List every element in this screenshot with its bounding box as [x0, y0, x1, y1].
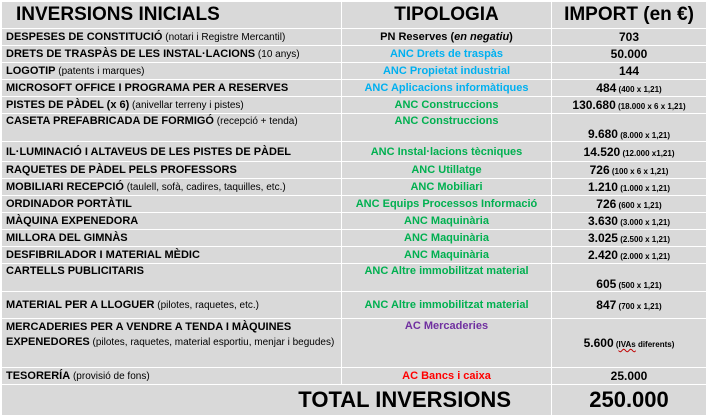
amount-cell — [552, 179, 707, 196]
amount-value: 14.520 — [583, 144, 621, 159]
amount-cell — [552, 142, 707, 162]
amount-value: 605 — [596, 277, 617, 291]
type-cell: ANC Drets de traspàs — [342, 46, 552, 63]
concept-label: MILLORA DEL GIMNÀS — [6, 232, 128, 244]
amount-cell — [552, 264, 707, 292]
concept-label: LOGOTIP — [6, 65, 56, 77]
amount-cell — [552, 292, 707, 319]
concept-cell — [2, 46, 342, 63]
concept-cell — [2, 80, 342, 97]
amount-cell — [552, 63, 707, 80]
type-cell: ANC Altre immobilitzat material — [342, 292, 552, 319]
table-row — [2, 162, 707, 179]
concept-label: DESPESES DE CONSTITUCIÓ — [6, 31, 163, 43]
amount-calc: (2.500 x 1,21) — [617, 235, 671, 244]
amount-value: 3.025 — [587, 231, 618, 245]
concept-label: IL·LUMINACIÓ I ALTAVEUS DE LES PISTES DE PÀDEL — [6, 145, 291, 158]
amount-calc: (12.000 x1,21) — [620, 148, 675, 158]
table-row — [2, 230, 707, 247]
type-cell: ANC Aplicacions informàtiques — [342, 80, 552, 97]
concept-note: (patents i marques) — [55, 66, 145, 77]
header-row — [2, 2, 707, 29]
amount-value: 144 — [618, 64, 640, 78]
table-row — [2, 97, 707, 114]
type-cell: ANC Equips Processos Informació — [342, 196, 552, 213]
amount-cell — [552, 213, 707, 230]
table-row — [2, 179, 707, 196]
amount-value: 726 — [596, 197, 617, 211]
amount-cell — [552, 196, 707, 213]
concept-cell — [2, 247, 342, 264]
header-concept: INVERSIONS INICIALS — [2, 2, 342, 29]
amount-value: 50.000 — [610, 47, 648, 61]
amount-calc: (18.000 x 6 x 1,21) — [615, 102, 686, 111]
type-suffix: ) — [509, 31, 513, 43]
type-cell: ANC Construccions — [342, 114, 552, 142]
investments-table — [1, 1, 707, 416]
table-row — [2, 292, 707, 319]
amount-value: 2.420 — [587, 248, 618, 262]
amount-value: 1.210 — [587, 180, 618, 194]
concept-cell — [2, 142, 342, 162]
type-cell: ANC Maquinària — [342, 213, 552, 230]
type-cell — [342, 29, 552, 46]
type-emphasis: en negatiu — [454, 31, 510, 43]
concept-note: (10 anys) — [255, 49, 300, 60]
concept-cell — [2, 97, 342, 114]
amount-cell — [552, 29, 707, 46]
concept-label: MATERIAL PER A LLOGUER — [6, 299, 155, 311]
amount-calc: (8.000 x 1,21) — [617, 131, 671, 140]
type-cell: AC Bancs i caixa — [342, 368, 552, 385]
amount-calc-wavy: IVAs — [618, 340, 636, 349]
amount-value: 130.680 — [572, 98, 616, 112]
concept-note: (pilotes, raquetes, material esportiu, menjar i begudes) — [89, 337, 335, 348]
concept-label: MICROSOFT OFFICE I PROGRAMA PER A RESERVES — [6, 82, 289, 94]
table-row — [2, 46, 707, 63]
amount-calc: (100 x 6 x 1,21) — [609, 167, 669, 176]
amount-cell — [552, 230, 707, 247]
concept-note: (recepció + tenda) — [214, 116, 298, 127]
amount-value: 9.680 — [587, 127, 618, 141]
amount-calc: (600 x 1,21) — [616, 201, 662, 210]
concept-cell — [2, 179, 342, 196]
concept-cell — [2, 29, 342, 46]
amount-cell — [552, 319, 707, 368]
concept-label: RAQUETES DE PÀDEL PELS PROFESSORS — [6, 164, 237, 176]
concept-label: PISTES DE PÀDEL (x 6) — [6, 99, 130, 111]
type-cell: ANC Instal·lacions tècniques — [342, 142, 552, 162]
total-row — [2, 385, 707, 416]
header-amount: IMPORT (en €) — [552, 2, 707, 29]
amount-value: 847 — [596, 298, 617, 312]
concept-cell — [2, 230, 342, 247]
concept-label: MOBILIARI RECEPCIÓ — [6, 181, 124, 193]
header-type: TIPOLOGIA — [342, 2, 552, 29]
table-row — [2, 63, 707, 80]
table-row — [2, 114, 707, 142]
type-cell: ANC Propietat industrial — [342, 63, 552, 80]
amount-calc: (500 x 1,21) — [616, 281, 662, 290]
concept-cell — [2, 63, 342, 80]
amount-cell — [552, 80, 707, 97]
amount-calc-close: diferents) — [635, 340, 675, 349]
amount-cell — [552, 46, 707, 63]
type-cell: ANC Utillatge — [342, 162, 552, 179]
concept-cell — [2, 114, 342, 142]
table-row — [2, 247, 707, 264]
concept-cell — [2, 213, 342, 230]
amount-calc: (1.000 x 1,21) — [617, 184, 671, 193]
concept-note: (taulell, sofà, cadires, taquilles, etc.) — [123, 182, 286, 193]
amount-calc-open: ( — [613, 340, 619, 349]
table-row — [2, 29, 707, 46]
amount-cell — [552, 162, 707, 179]
type-cell: ANC Altre immobilitzat material — [342, 264, 552, 292]
concept-label: CARTELLS PUBLICITARIS — [6, 265, 144, 277]
concept-note: (anivellar terreny i pistes) — [129, 100, 244, 111]
concept-label: TESORERÍA — [6, 370, 71, 382]
total-label: TOTAL INVERSIONS — [2, 385, 552, 416]
amount-calc: (3.000 x 1,21) — [617, 218, 671, 227]
type-cell: ANC Construccions — [342, 97, 552, 114]
amount-calc: (2.000 x 1,21) — [617, 252, 671, 261]
concept-cell — [2, 196, 342, 213]
amount-value: 5.600 — [583, 336, 614, 350]
concept-label: MÀQUINA EXPENEDORA — [6, 215, 139, 227]
table-row — [2, 319, 707, 368]
concept-label: DESFIBRILADOR I MATERIAL MÈDIC — [6, 249, 200, 261]
amount-calc: (700 x 1,21) — [616, 302, 662, 311]
concept-label: CASETA PREFABRICADA DE FORMIGÓ — [6, 115, 214, 127]
concept-cell — [2, 162, 342, 179]
amount-value: 726 — [589, 163, 610, 177]
concept-label: ORDINADOR PORTÀTIL — [6, 198, 132, 210]
total-amount: 250.000 — [552, 385, 707, 416]
type-cell: ANC Maquinària — [342, 247, 552, 264]
amount-value: 703 — [618, 30, 640, 44]
type-cell: ANC Mobiliari — [342, 179, 552, 196]
amount-cell — [552, 368, 707, 385]
amount-value: 25.000 — [610, 369, 648, 383]
table-row — [2, 213, 707, 230]
amount-cell — [552, 97, 707, 114]
table-row — [2, 264, 707, 292]
amount-value: 3.630 — [587, 214, 618, 228]
table-row — [2, 368, 707, 385]
amount-value: 484 — [596, 81, 617, 95]
concept-cell — [2, 368, 342, 385]
amount-calc: (400 x 1,21) — [616, 85, 662, 94]
type-prefix: PN Reserves ( — [380, 31, 455, 43]
type-cell: ANC Maquinària — [342, 230, 552, 247]
table-row — [2, 80, 707, 97]
concept-cell — [2, 292, 342, 319]
concept-cell — [2, 319, 342, 368]
concept-label: DRETS DE TRASPÀS DE LES INSTAL·LACIONS — [6, 48, 256, 60]
concept-cell — [2, 264, 342, 292]
amount-cell — [552, 114, 707, 142]
concept-note: (notari i Registre Mercantil) — [162, 32, 286, 43]
amount-cell — [552, 247, 707, 264]
type-cell: AC Mercaderies — [342, 319, 552, 368]
table-row — [2, 142, 707, 162]
concept-note: (pilotes, raquetes, etc.) — [154, 300, 259, 311]
concept-label: MERCADERIES PER A VENDRE A TENDA I MÀQUINES EXPENEDORES — [6, 321, 292, 348]
concept-note: (provisió de fons) — [70, 371, 150, 382]
table-row — [2, 196, 707, 213]
